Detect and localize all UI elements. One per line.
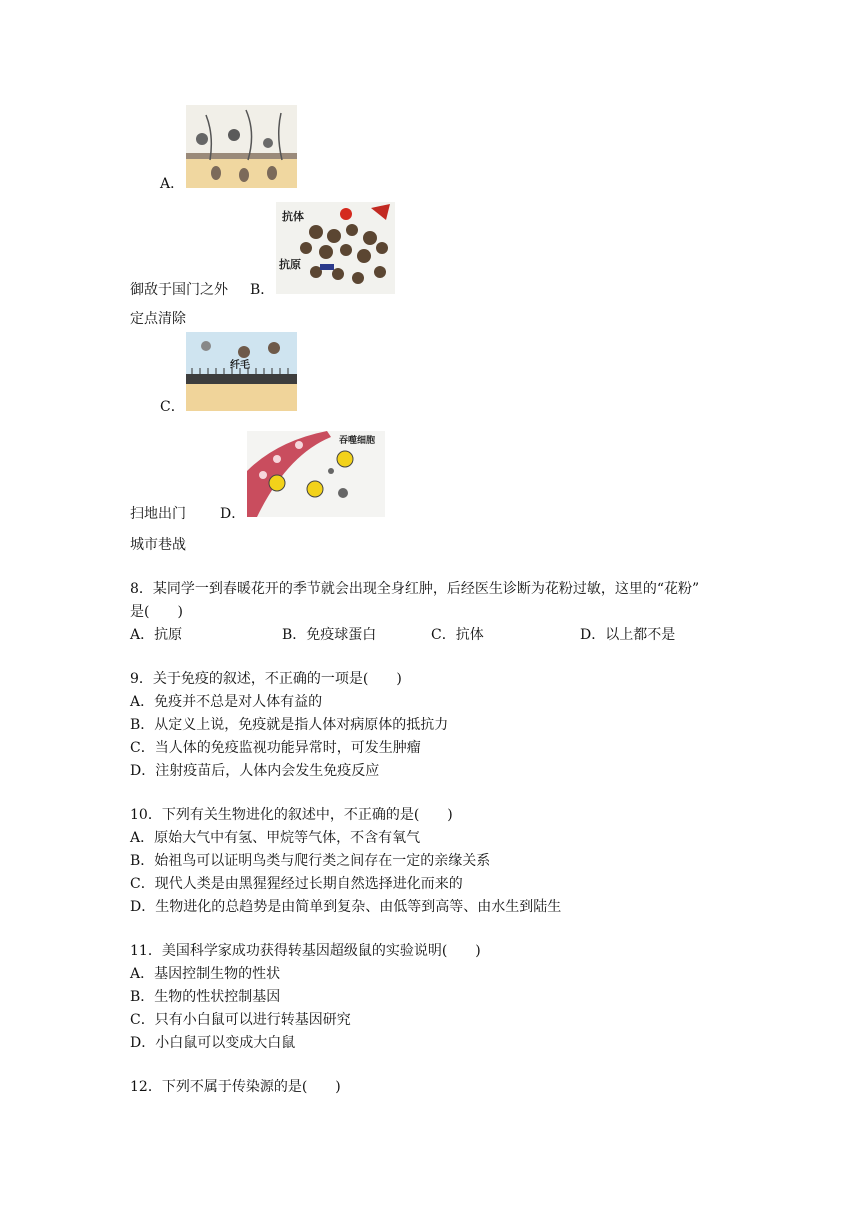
- q8-option-a: A．抗原: [130, 627, 183, 643]
- q8-option-b: B．免疫球蛋白: [282, 627, 377, 643]
- q7-b-antigen-label: 抗原: [279, 258, 301, 271]
- q7-b-antibody-label: 抗体: [282, 210, 304, 223]
- q7-option-b-image: [276, 202, 395, 294]
- q12-stem: 12．下列不属于传染源的是( ): [130, 1079, 341, 1095]
- q11-option-d: D．小白鼠可以变成大白鼠: [130, 1035, 296, 1051]
- q9-option-c: C．当人体的免疫监视功能异常时，可发生肿瘤: [130, 740, 421, 756]
- q9-option-d: D．注射疫苗后，人体内会发生免疫反应: [130, 763, 380, 779]
- q7-option-b-prefix: 御敌于国门之外: [130, 282, 228, 298]
- q10-option-d: D．生物进化的总趋势是由简单到复杂、由低等到高等、由水生到陆生: [130, 899, 562, 915]
- q7-option-d-prefix: 扫地出门: [130, 506, 186, 522]
- q10-option-b: B．始祖鸟可以证明鸟类与爬行类之间存在一定的亲缘关系: [130, 853, 491, 869]
- q7-option-d-suffix: 城市巷战: [130, 537, 186, 553]
- q10-option-c: C．现代人类是由黑猩猩经过长期自然选择进化而来的: [130, 876, 463, 892]
- q7-option-b-letter: B．: [250, 282, 275, 298]
- q8-stem-line1: 8．某同学一到春暖花开的季节就会出现全身红肿，后经医生诊断为花粉过敏，这里的“花粉”: [130, 581, 700, 597]
- q8-option-c: C．抗体: [431, 627, 484, 643]
- q7-option-a-image: [186, 105, 297, 188]
- q11-option-a: A．基因控制生物的性状: [130, 966, 281, 982]
- q11-stem: 11．美国科学家成功获得转基因超级鼠的实验说明( ): [130, 943, 481, 959]
- q7-option-d-letter: D．: [220, 506, 246, 522]
- q8-option-d: D．以上都不是: [580, 627, 676, 643]
- q11-option-b: B．生物的性状控制基因: [130, 989, 281, 1005]
- q7-option-d-image: [247, 431, 385, 517]
- q9-option-a: A．免疫并不总是对人体有益的: [130, 694, 323, 710]
- q9-stem: 9．关于免疫的叙述，不正确的一项是( ): [130, 671, 402, 687]
- q7-option-b-suffix: 定点清除: [130, 311, 186, 327]
- q7-option-a-letter: A．: [160, 176, 185, 192]
- q10-stem: 10．下列有关生物进化的叙述中，不正确的是( ): [130, 807, 453, 823]
- q8-stem-line2: 是( ): [130, 604, 183, 620]
- q7-option-c-image: [186, 332, 297, 411]
- q11-option-c: C．只有小白鼠可以进行转基因研究: [130, 1012, 351, 1028]
- q7-d-phagocyte-label: 吞噬细胞: [339, 436, 376, 446]
- q7-c-cilia-label: 纤毛: [230, 360, 250, 371]
- q10-option-a: A．原始大气中有氢、甲烷等气体，不含有氧气: [130, 830, 421, 846]
- q9-option-b: B．从定义上说，免疫就是指人体对病原体的抵抗力: [130, 717, 449, 733]
- q7-option-c-letter: C．: [160, 399, 185, 415]
